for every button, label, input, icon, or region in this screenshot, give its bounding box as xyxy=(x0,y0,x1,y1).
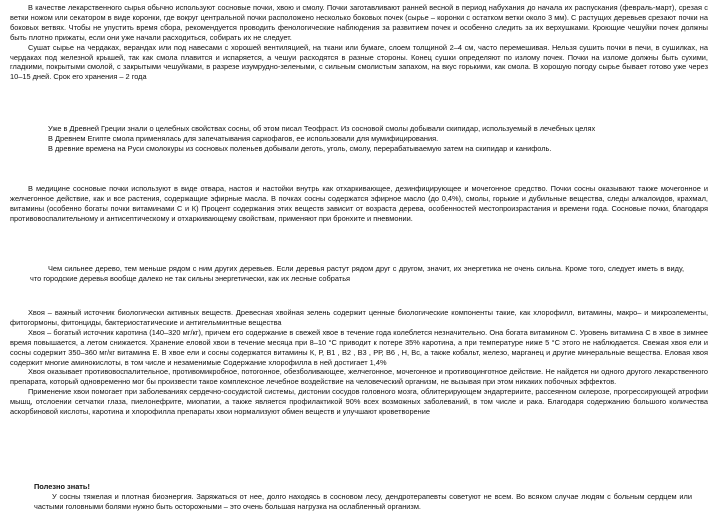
section-useful xyxy=(34,482,692,512)
paragraph-medicine: В медицине сосновые почки используют в виде отвара, настоя и настойки внутрь как отхаркивающее, дезинфицирующее и мочегонное средство. Почки сосны оказывают также мочегонное и желчегонное действие, как и все растения, содержащие эфирные масла. В почках сосны содержатся эфирное масло (до 0,4%), смолы, горькие и дубильные вещества, следы алкалоидов, крахмал, витамины (особенно богаты почки витаминами С и К) Процент содержания этих веществ зависит от возраста дерева, особенностей местопроизрастания и времени года. Сосновые почки, благодаря противовоспалительному и антисептическому и отхаркивающему свойствам, применяют при бронхите и пневмонии. xyxy=(10,184,708,223)
paragraph-needles-use: Применение хвои помогает при заболеваниях сердечно-сосудистой системы, дистонии сосудов головного мозга, облитерирующем эндартериите, рассеянном склерозе, прогрессирующей атрофии мышц, отслоении сетчатки глаза, пиелонефрите, миопатии, а также является профилактикой 90% всех возможных заболеваний, в том числе и рака. Благодаря содержанию большого количества аскорбиновой кислоты, каротина и хлорофилла препараты хвои нормализуют обмен веществ и улучшают кроветворение xyxy=(10,387,708,417)
section-energy xyxy=(30,264,684,284)
paragraph-needles-source: Хвоя – важный источник биологически активных веществ. Древесная хвойная зелень содержит ценные биологические компоненты такие, как хлорофилл, витамины, макро– и микроэлементы, фитогормоны, фитонциды, бактериостатические и антигельминтные вещества xyxy=(10,308,708,327)
section-needles xyxy=(10,308,708,417)
paragraph-drying: Сушат сырье на чердаках, верандах или под навесами с хорошей вентиляцией, на ткани или бумаге, слоем толщиной 2–4 см, часто перемешивая. Нельзя сушить почки в печи, в сушилках, на чердаках под железной крышей, так как смола плавится и испаряется, а чешуи расходятся в разные стороны. Конец сушки определяют по излому почек. Почки на изломе должны быть сухими, гладкими, покрытыми смолой, с закрытыми чешуйками, в разрезе изумрудно-зелеными, с сильным смолистым запахом, на вкус горькими, как смола. В хорошую погоду сырье бывает готово уже через 10–15 дней. Срок его хранения – 2 года xyxy=(10,42,708,82)
section-harvesting xyxy=(10,3,708,82)
section-history xyxy=(48,124,682,154)
section-medicine xyxy=(10,184,708,224)
useful-heading: Полезно знать! xyxy=(34,482,90,491)
paragraph-needles-action: Хвоя оказывает противовоспалительное, противомикробное, потогонное, обезболивающее, желчегонное, мочегонное и противоцинготное действие. Не найдется ни одного другого лекарственного препарата, который одновременно мог бы произвести такое комплексное лечебное воздействие на человеческий организм, не вызывая при этом никаких побочных эффектов. xyxy=(10,367,708,387)
paragraph-harvesting: В качестве лекарственного сырья обычно используют сосновые почки, хвою и смолу. Почки заготавливают ранней весной в период набухания до начала их распускания (февраль-март), срезая с ветки ножом или секатором в виде коронки, где вокруг центральной почки расположено несколько боковых почек (сырье – коронки с остатком ветки около 3 мм). С растущих деревьев срезают почки на боковых ветвях. Чтобы не упустить время сбора, рекомендуется проводить фенологические наблюдения за развитием почек и особенно следить за их верхушками. Кроющие чешуйки почек должны быть плотно прижаты, если они уже начали расходиться, собирать их не следует. xyxy=(10,3,708,42)
paragraph-ancient-greece: Уже в Древней Греции знали о целебных свойствах сосны, об этом писал Теофраст. Из сосновой смолы добывали скипидар, используемый в лечебных целях xyxy=(48,124,596,133)
paragraph-ancient-rus: В древние времена на Руси смолокуры из сосновых поленьев добывали деготь, уголь, смолу, перерабатываемую затем на скипидар и канифоль. xyxy=(48,143,552,153)
paragraph-needles-carotene: Хвоя – богатый источник каротина (140–320 мг/кг), причем его содержание в свежей хвое в течение года колеблется незначительно. Она богата витамином С. Уровень витамина С в хвое в зимнее время повышается, а летом снижается. Хранение еловой хвои в течение месяца при 8–10 °С приводит к потере 35% каротина, а при температуре ниже 5 °С этого не наблюдается. Свежая хвоя ели и сосны содержит 350–360 мг/кг витамина Е. В хвое ели и сосны содержатся витамины К, Р, В1 , В2 , В3 , РР, В6 , Н, Вс, а также кобальт, железо, марганец и другие минеральные вещества. Еловая хвоя содержит многие аминокислоты, в том числе и незаменимые Содержание хлорофилла в ней достигает 1,4% xyxy=(10,327,708,367)
paragraph-useful: У сосны тяжелая и плотная биоэнергия. Заряжаться от нее, долго находясь в сосновом лесу, дендротерапевты советуют не всем. Во всяком случае людям с больным сердцем или частыми головными болями нужно быть осторожными – это очень большая нагрузка на ослабленный организм. xyxy=(34,491,692,511)
paragraph-ancient-egypt: В Древнем Египте смола применялась для запечатывания саркофагов, ее использовали для мумифицирования. xyxy=(48,133,439,143)
paragraph-tree-energy: Чем сильнее дерево, тем меньше рядом с ним других деревьев. Если деревья растут рядом друг с другом, значит, их энергетика не очень сильна. Кроме того, следует иметь в виду, что городские деревья вообще далеко не так сильны энергетически, как их лесные собратья xyxy=(30,264,684,283)
